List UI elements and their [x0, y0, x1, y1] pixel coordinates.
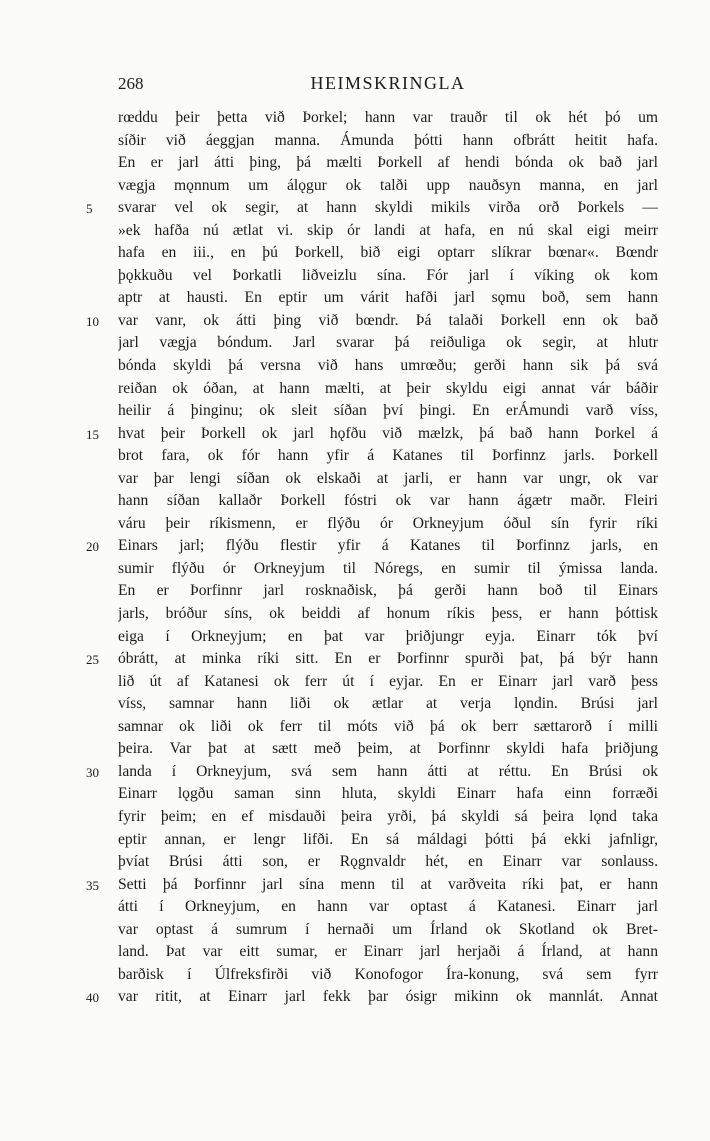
text-line	[118, 671, 658, 694]
text-line	[86, 535, 658, 558]
line-number: 40	[86, 990, 99, 1006]
line-text: samnar ok liði ok ferr til móts við þá ok berr sættarorð í milli	[118, 717, 658, 735]
text-line	[118, 400, 658, 423]
line-number: 10	[86, 313, 99, 329]
text-line	[118, 152, 658, 175]
text-line	[86, 986, 658, 1009]
text-line	[118, 445, 658, 468]
line-text: var optast á sumrum í hernaði um Írland ok Skotland ok Bret-	[118, 920, 658, 938]
line-number: 35	[86, 877, 99, 893]
text-line	[118, 693, 658, 716]
text-line	[86, 648, 658, 671]
line-text: þeira. Var þat at sætt með þeim, at Þorfinnr skyldi hafa þriðjung	[118, 740, 658, 758]
text-line	[118, 242, 658, 265]
text-line	[118, 378, 658, 401]
text-line	[118, 964, 658, 987]
line-text: fyrir þeim; en ef misdauði þeira yrði, þá skyldi sá þeira lǫnd taka	[118, 807, 658, 825]
line-text: hafa en iii., en þú Þorkell, bið eigi optarr slíkrar bœnar«. Bœndr	[118, 244, 658, 262]
line-text: land. Þat var eitt sumar, er Einarr jarl herjaði á Írland, at hann	[118, 943, 658, 961]
line-text: þvíat Brúsi átti son, er Rǫgnvaldr hét, en Einarr var sonlauss.	[118, 853, 658, 871]
text-line	[118, 490, 658, 513]
line-number: 15	[86, 426, 99, 442]
line-text: bónda skyldi þá versna við hans umrœðu; gerði hann sik þá svá	[118, 357, 658, 375]
text-line	[118, 355, 658, 378]
text-line	[118, 558, 658, 581]
text-line	[118, 265, 658, 288]
text-line	[118, 851, 658, 874]
text-line	[118, 513, 658, 536]
text-line	[118, 896, 658, 919]
text-line	[118, 919, 658, 942]
line-text: rœddu þeir þetta við Þorkel; hann var trauðr til ok hét þó um	[118, 109, 658, 126]
line-number: 30	[86, 764, 99, 780]
text-line	[118, 716, 658, 739]
line-text: átti í Orkneyjum, en hann var optast á Katanesi. Einarr jarl	[118, 898, 658, 916]
line-text: vægja mǫnnum um álǫgur ok talði upp nauðsyn manna, en jarl	[118, 176, 658, 194]
line-text: Setti þá Þorfinnr jarl sína menn til at varðveita ríki þat, er hann	[118, 875, 658, 893]
line-text: Einars jarl; flýðu flestir yfir á Katanes til Þorfinnz jarls, en	[118, 537, 658, 555]
text-line	[118, 332, 658, 355]
text-line	[118, 130, 658, 153]
line-text: En er jarl átti þing, þá mælti Þorkell af hendi bónda ok bað jarl	[118, 154, 658, 172]
line-text: eptir annan, er lengr lifði. En sá máldagi þótti þá ekki jafnligr,	[118, 830, 658, 848]
text-line	[86, 423, 658, 446]
line-text: reiðan ok óðan, at hann mælti, at þeir skyldu eigi annat vár báðir	[118, 379, 658, 397]
text-line	[86, 761, 658, 784]
line-text: var vanr, ok átti þing við bœndr. Þá talaði Þorkell enn ok bað	[118, 311, 658, 329]
text-line	[118, 783, 658, 806]
line-text: aptr at hausti. En eptir um várit hafði jarl sǫmu boð, sem hann	[118, 289, 658, 307]
line-text: jarls, bróður síns, ok beiddi af honum ríkis þess, er hann þóttisk	[118, 605, 658, 623]
body-text	[86, 107, 658, 1009]
line-text: »ek hafða nú ætlat vi. skip ór landi at hafa, en nú skal eigi meirr	[118, 221, 658, 239]
text-line	[118, 468, 658, 491]
line-text: þǫkkuðu vel Þorkatli liðveizlu sína. Fór jarl í víking ok kom	[118, 266, 658, 284]
line-text: svarar vel ok segir, at hann skyldi mikils virða orð Þorkels —	[118, 199, 658, 217]
line-number: 5	[86, 201, 93, 217]
line-text: Einarr lǫgðu saman sinn hluta, skyldi Einarr hafa einn forræði	[118, 785, 658, 803]
running-title: HEIMSKRINGLA	[310, 73, 466, 93]
line-text: víss, samnar hann liði ok ætlar at verja lǫndin. Brúsi jarl	[118, 695, 658, 713]
line-text: óbrátt, at minka ríki sitt. En er Þorfinnr spurði þat, þá býr hann	[118, 650, 658, 668]
line-text: brot fara, ok fór hann yfir á Katanes til Þorfinnz jarls. Þorkell	[118, 447, 658, 465]
line-number: 25	[86, 652, 99, 668]
text-line	[118, 287, 658, 310]
line-text: barðisk í Úlfreksfirði við Konofogor Íra-konung, svá sem fyrr	[118, 965, 658, 983]
line-text: jarl vægja bóndum. Jarl svarar þá reiðuliga ok segir, at hlutr	[118, 334, 658, 352]
text-line	[118, 107, 658, 130]
line-text: landa í Orkneyjum, svá sem hann átti at réttu. En Brúsi ok	[118, 762, 658, 780]
text-line	[86, 310, 658, 333]
page-header	[118, 70, 658, 98]
line-text: hann síðan kallaðr Þorkell fóstri ok var hann ágætr maðr. Fleiri	[118, 492, 658, 510]
line-text: En er Þorfinnr jarl rosknaðisk, þá gerði hann boð til Einars	[118, 582, 658, 600]
text-line	[118, 626, 658, 649]
text-line	[118, 806, 658, 829]
line-text: var ritit, at Einarr jarl fekk þar ósigr mikinn ok mannlát. Annat	[118, 988, 658, 1006]
text-line	[118, 580, 658, 603]
line-text: heilir á þinginu; ok sleit síðan því þingi. En erÁmundi varð víss,	[118, 402, 658, 420]
line-text: sumir flýðu ór Orkneyjum til Nóregs, en sumir til ýmissa landa.	[118, 559, 658, 577]
line-text: var þar lengi síðan ok elskaði at jarli, er hann var ungr, ok var	[118, 469, 658, 487]
line-text: hvat þeir Þorkell ok jarl hǫfðu við mælzk, þá bað hann Þorkel á	[118, 424, 658, 442]
text-line	[118, 175, 658, 198]
text-line	[86, 874, 658, 897]
line-text: eiga í Orkneyjum; en þat var þriðjungr eyja. Einarr tók því	[118, 627, 658, 645]
text-line	[86, 197, 658, 220]
text-line	[118, 738, 658, 761]
text-line	[118, 603, 658, 626]
text-line	[118, 220, 658, 243]
text-line	[118, 941, 658, 964]
line-text: síðir við áeggjan manna. Ámunda þótti hann ofbrátt heitit hafa.	[118, 131, 658, 149]
line-number: 20	[86, 539, 99, 555]
line-text: váru þeir ríkismenn, er flýðu ór Orkneyjum óðul sín fyrir ríki	[118, 514, 658, 532]
page-number: 268	[118, 74, 144, 93]
text-line	[118, 829, 658, 852]
line-text: lið út af Katanesi ok ferr út í eyjar. En er Einarr jarl varð þess	[118, 672, 658, 690]
